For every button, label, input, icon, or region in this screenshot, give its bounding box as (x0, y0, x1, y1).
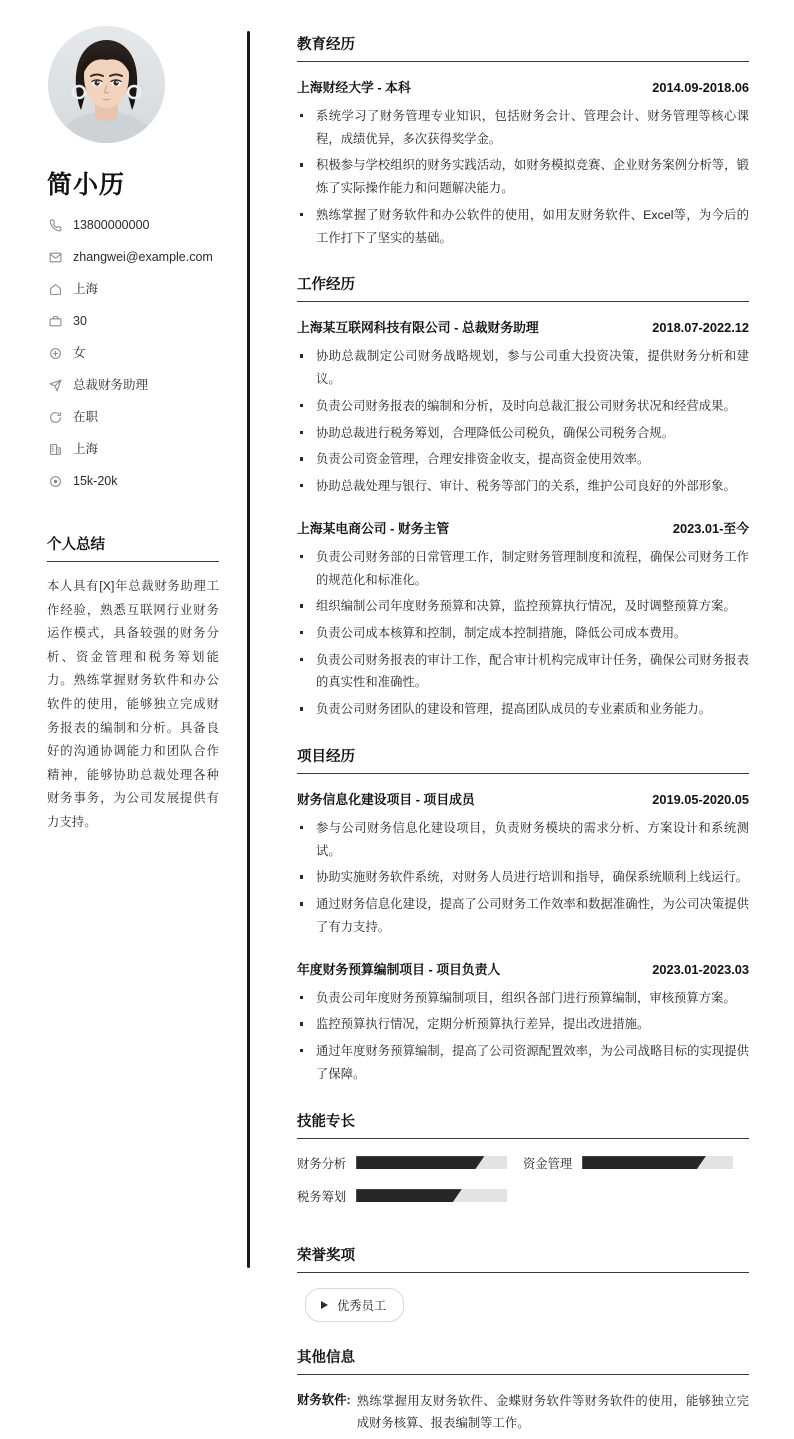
skill-row (523, 1154, 749, 1172)
awards-list (297, 1288, 749, 1322)
bullet-item: 负责公司财务报表的审计工作，配合审计机构完成审计任务，确保公司财务报表的真实性和准确性。 (297, 649, 749, 694)
bullet-item: 通过财务信息化建设，提高了公司财务工作效率和数据准确性，为公司决策提供了有力支持。 (297, 893, 749, 938)
skill-label: 资金管理 (523, 1156, 573, 1171)
skill-row (297, 1154, 523, 1172)
entry-title: 年度财务预算编制项目 - 项目负责人 (297, 961, 501, 977)
other-info-label: 财务软件: (297, 1392, 351, 1407)
skill-progress-track (582, 1156, 733, 1169)
summary-text: 本人具有[X]年总裁财务助理工作经验，熟悉互联网行业财务运作模式，具备较强的财务分析、资金管理和税务筹划能力。熟练掌握财务软件和办公软件的使用，能够独立完成财务报表的编制和分析。具备良好的沟通协调能力和团队合作精神，能够协助总裁处理各种财务事务，为公司发展提供有力支持。 (47, 579, 219, 830)
skill-progress-track (356, 1189, 507, 1202)
avatar-photo (48, 26, 165, 143)
bullet-item: 负责公司年度财务预算编制项目，组织各部门进行预算编制，审核预算方案。 (297, 987, 749, 1010)
entry-date: 2023.01-至今 (672, 520, 749, 536)
bullet-item: 协助总裁制定公司财务战略规划，参与公司重大投资决策，提供财务分析和建议。 (297, 345, 749, 390)
entry-header (297, 317, 749, 336)
education-entry (297, 77, 749, 249)
contact-item-age (47, 313, 221, 329)
sidebar (0, 0, 247, 835)
main-content (250, 0, 794, 1439)
awards-heading: 荣誉奖项 (297, 1244, 749, 1273)
entry-date: 2018.07-2022.12 (652, 320, 749, 336)
bullet-item: 组织编制公司年度财务预算和决算，监控预算执行情况，及时调整预算方案。 (297, 595, 749, 618)
entry-date: 2023.01-2023.03 (652, 961, 749, 977)
contact-value: 上海 (73, 281, 99, 296)
entry-date: 2019.05-2020.05 (652, 791, 749, 807)
bullet-item: 协助总裁进行税务筹划，合理降低公司税负，确保公司税务合规。 (297, 422, 749, 445)
contact-item-status (47, 409, 221, 425)
bullet-item: 协助总裁处理与银行、审计、税务等部门的关系，维护公司良好的外部形象。 (297, 475, 749, 498)
entry-header (297, 959, 749, 978)
entry-header (297, 77, 749, 96)
award-label: 优秀员工 (337, 1298, 387, 1313)
contact-item-position (47, 377, 221, 393)
contact-value: 女 (73, 345, 86, 360)
skill-progress-fill (356, 1156, 484, 1169)
contact-value: 总裁财务助理 (73, 377, 149, 392)
contact-item-gender (47, 345, 221, 361)
contact-value: 13800000000 (73, 217, 150, 232)
other-info-section (297, 1346, 749, 1435)
phone-icon (47, 217, 63, 233)
home-icon (47, 281, 63, 297)
other-info-row (297, 1390, 749, 1435)
summary-heading: 个人总结 (47, 533, 219, 562)
target-icon (47, 473, 63, 489)
bullet-list (297, 105, 749, 249)
bullet-item: 协助实施财务软件系统，对财务人员进行培训和指导，确保系统顺利上线运行。 (297, 866, 749, 889)
contact-value: 15k-20k (73, 473, 118, 488)
bullet-item: 负责公司财务部的日常管理工作，制定财务管理制度和流程，确保公司财务工作的规范化和标准化。 (297, 546, 749, 591)
skill-row (297, 1187, 523, 1205)
skills-section (297, 1110, 749, 1220)
refresh-icon (47, 409, 63, 425)
bullet-item: 积极参与学校组织的财务实践活动，如财务模拟竞赛、企业财务案例分析等，锻炼了实际操作能力和问题解决能力。 (297, 154, 749, 199)
work-heading: 工作经历 (297, 273, 749, 302)
contact-item-city (47, 441, 221, 457)
awards-section (297, 1244, 749, 1322)
bullet-list (297, 546, 749, 721)
bullet-list (297, 345, 749, 497)
envelope-icon (47, 249, 63, 265)
gender-icon (47, 345, 63, 361)
skill-progress-track (356, 1156, 507, 1169)
skill-label: 税务筹划 (297, 1189, 347, 1204)
bullet-item: 系统学习了财务管理专业知识，包括财务会计、管理会计、财务管理等核心课程，成绩优异，多次获得奖学金。 (297, 105, 749, 150)
project-entry (297, 789, 749, 939)
contact-item-salary (47, 473, 221, 489)
work-section (297, 273, 749, 721)
skill-label: 财务分析 (297, 1156, 347, 1171)
contact-item-email (47, 249, 221, 265)
paper-plane-icon (47, 377, 63, 393)
other-info-heading: 其他信息 (297, 1346, 749, 1375)
avatar (48, 26, 165, 143)
projects-heading: 项目经历 (297, 745, 749, 774)
entry-header (297, 789, 749, 808)
entry-date: 2014.09-2018.06 (652, 80, 749, 95)
building-icon (47, 441, 63, 457)
play-triangle-icon (321, 1301, 328, 1309)
bullet-item: 熟练掌握了财务软件和办公软件的使用，如用友财务软件、Excel等，为今后的工作打下了坚实的基础。 (297, 204, 749, 249)
summary-section (44, 533, 221, 835)
entry-title: 上海某互联网科技有限公司 - 总裁财务助理 (297, 320, 539, 336)
bullet-item: 负责公司财务报表的编制和分析，及时向总裁汇报公司财务状况和经营成果。 (297, 395, 749, 418)
skill-progress-fill (582, 1156, 706, 1169)
contact-value: 上海 (73, 441, 99, 456)
bullet-list (297, 987, 749, 1086)
skill-progress-fill (356, 1189, 462, 1202)
avatar-illustration (48, 26, 165, 143)
work-entry (297, 518, 749, 721)
contact-value: zhangwei@example.com (73, 249, 213, 264)
education-heading: 教育经历 (297, 33, 749, 62)
briefcase-icon (47, 313, 63, 329)
skills-grid (297, 1154, 749, 1220)
entry-title: 上海财经大学 - 本科 (297, 80, 411, 95)
entry-title: 上海某电商公司 - 财务主管 (297, 520, 450, 536)
contact-item-location (47, 281, 221, 297)
work-entry (297, 317, 749, 497)
bullet-item: 负责公司资金管理，合理安排资金收支，提高资金使用效率。 (297, 448, 749, 471)
contact-value: 在职 (73, 409, 99, 424)
bullet-item: 监控预算执行情况，定期分析预算执行差异，提出改进措施。 (297, 1013, 749, 1036)
education-section (297, 33, 749, 249)
bullet-item: 参与公司财务信息化建设项目，负责财务模块的需求分析、方案设计和系统测试。 (297, 817, 749, 862)
bullet-list (297, 817, 749, 939)
entry-title: 财务信息化建设项目 - 项目成员 (297, 791, 475, 807)
projects-section (297, 745, 749, 1086)
bullet-item: 负责公司成本核算和控制，制定成本控制措施，降低公司成本费用。 (297, 622, 749, 645)
page-title: 简小历 (47, 171, 126, 199)
contact-value: 30 (73, 313, 87, 328)
contact-item-phone (47, 217, 221, 233)
bullet-item: 通过年度财务预算编制，提高了公司资源配置效率，为公司战略目标的实现提供了保障。 (297, 1040, 749, 1085)
entry-header (297, 518, 749, 537)
contact-list (47, 217, 221, 489)
project-entry (297, 959, 749, 1086)
award-badge[interactable] (305, 1288, 404, 1322)
other-info-value: 熟练掌握用友财务软件、金蝶财务软件等财务软件的使用，能够独立完成财务核算、报表编制等工作。 (356, 1393, 749, 1431)
skills-heading: 技能专长 (297, 1110, 749, 1139)
bullet-item: 负责公司财务团队的建设和管理，提高团队成员的专业素质和业务能力。 (297, 698, 749, 721)
